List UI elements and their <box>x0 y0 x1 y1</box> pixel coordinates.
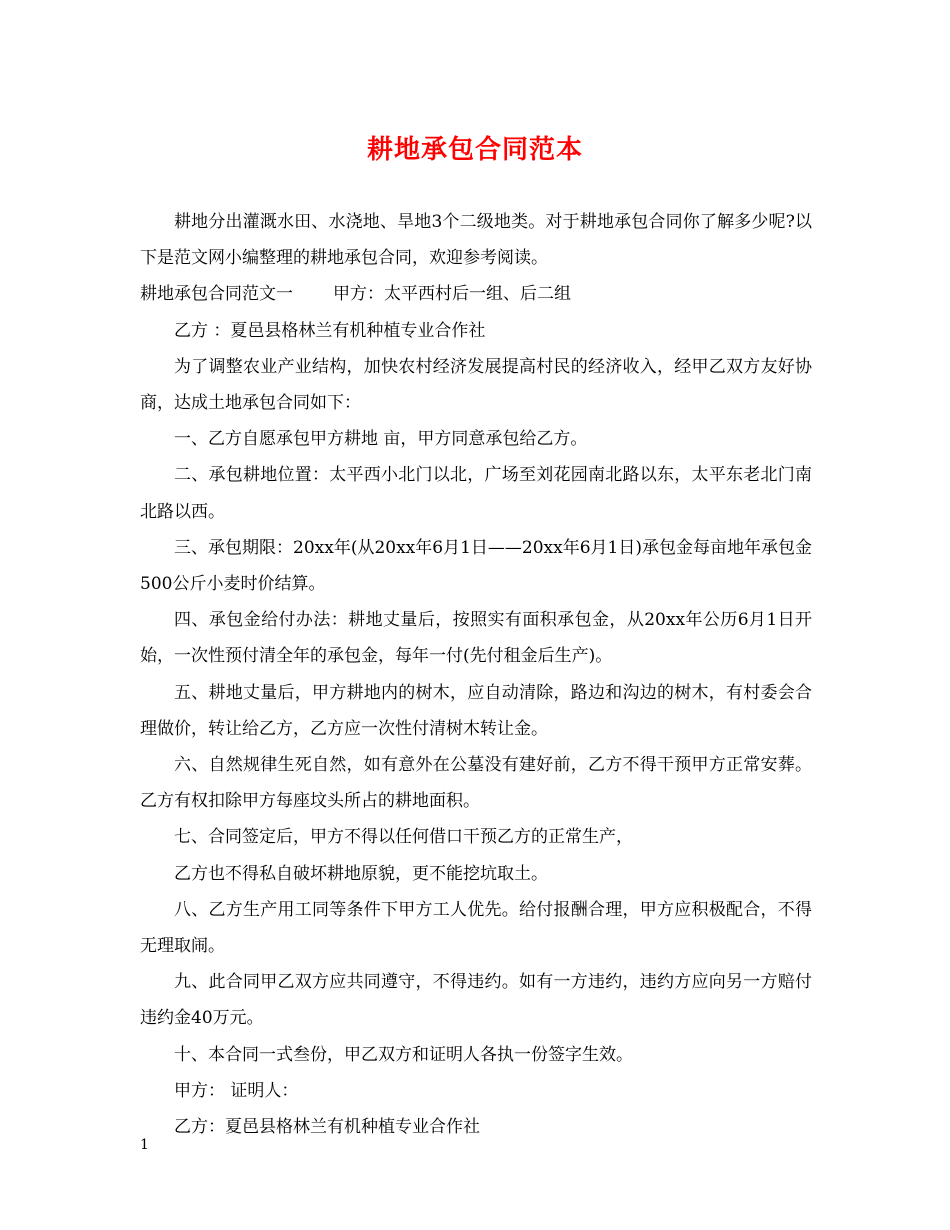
page-number: 1 <box>140 1137 149 1153</box>
document-title: 耕地承包合同范本 <box>366 135 583 165</box>
clause-1: 一、乙方自愿承包甲方耕地 亩，甲方同意承包给乙方。 <box>174 429 588 450</box>
signature-party-b: 乙方：夏邑县格林兰有机种植专业合作社 <box>174 1117 480 1138</box>
party-b-line: 乙方 ：夏邑县格林兰有机种植专业合作社 <box>174 320 486 341</box>
signature-party-a: 甲方： 证明人： <box>174 1080 299 1101</box>
clause-8: 八、乙方生产用工同等条件下甲方工人优先。给付报酬合理，甲方应积极配合，不得无理取闹。 <box>140 899 812 957</box>
clause-10: 十、本合同一式叁份，甲乙双方和证明人各执一份签字生效。 <box>174 1044 633 1065</box>
sample-heading: 耕地承包合同范文一 <box>140 284 293 305</box>
clause-6: 六、自然规律生死自然，如有意外在公墓没有建好前，乙方不得干预甲方正常安葬。乙方有权扣除甲方每座坟头所占的耕地面积。 <box>140 755 812 812</box>
clause-9: 九、此合同甲乙双方应共同遵守，不得违约。如有一方违约，违约方应向另一方赔付违约金40万元。 <box>140 972 812 1029</box>
clause-4: 四、承包金给付办法：耕地丈量后，按照实有面积承包金，从20xx年公历6月1日开始，一次性预付清全年的承包金，每年一付(先付租金后生产)。 <box>140 610 812 667</box>
preamble-paragraph: 为了调整农业产业结构，加快农村经济发展提高村民的经济收入，经甲乙双方友好协商，达成土地承包合同如下： <box>140 356 812 414</box>
clause-2: 二、承包耕地位置：太平西小北门以北，广场至刘花园南北路以东，太平东老北门南北路以西。 <box>140 465 812 522</box>
clause-7-continued: 乙方也不得私自破坏耕地原貌，更不能挖坑取土。 <box>174 863 548 884</box>
sample-heading-line <box>140 276 812 312</box>
intro-paragraph: 耕地分出灌溉水田、水浇地、旱地3个二级地类。对于耕地承包合同你了解多少呢?以下是范文网小编整理的耕地承包合同，欢迎参考阅读。 <box>140 212 812 269</box>
party-a-line: 甲方：太平西村后一组、后二组 <box>333 284 571 305</box>
document-body <box>140 204 812 1145</box>
clause-3: 三、承包期限：20xx年(从20xx年6月1日——20xx年6月1日)承包金每亩地年承包金500公斤小麦时价结算。 <box>140 537 812 595</box>
clause-7: 七、合同签定后，甲方不得以任何借口干预乙方的正常生产， <box>174 827 633 848</box>
clause-5: 五、耕地丈量后，甲方耕地内的树木，应自动清除，路边和沟边的树木，有村委会合理做价，转让给乙方，乙方应一次性付清树木转让金。 <box>140 682 812 739</box>
